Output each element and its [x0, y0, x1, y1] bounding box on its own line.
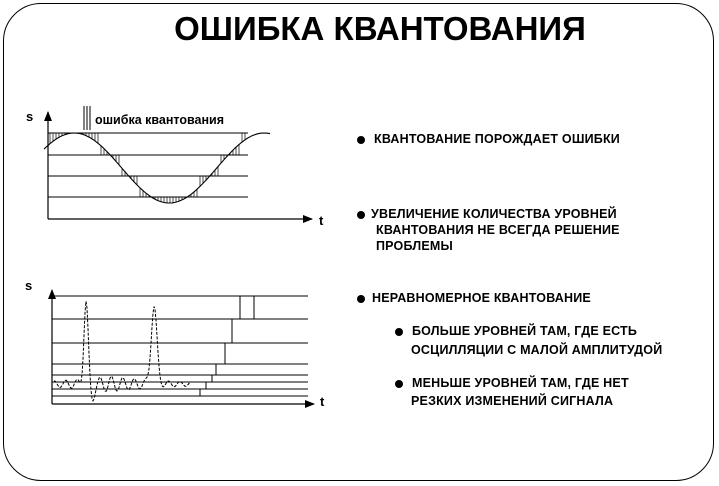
quantization-error-annotation: ошибка квантования — [95, 113, 225, 127]
bottom-nonuniform-chart — [25, 278, 325, 409]
bullet-dot — [357, 136, 365, 144]
bullet-dot — [357, 295, 365, 303]
bullet-text-1: КВАНТОВАНИЕ ПОРОЖДАЕТ ОШИБКИ — [374, 132, 620, 146]
top-quantization-error-hatching — [50, 133, 245, 203]
bullet-text-2-line-1: УВЕЛИЧЕНИЕ КОЛИЧЕСТВА УРОВНЕЙ — [371, 207, 617, 221]
bullet-text-2-line-3: ПРОБЛЕМЫ — [376, 239, 453, 253]
sub-bullet-text-1-line-2: ОСЦИЛЛЯЦИИ С МАЛОЙ АМПЛИТУДОЙ — [411, 343, 663, 357]
sub-bullet-text-2-line-1: МЕНЬШЕ УРОВНЕЙ ТАМ, ГДЕ НЕТ — [412, 376, 629, 390]
top-signal-curve — [44, 133, 270, 203]
bullet-dot — [357, 211, 365, 219]
bullet-text-2-line-2: КВАНТОВАНИЯ НЕ ВСЕГДА РЕШЕНИЕ — [376, 223, 620, 237]
bottom-y-axis-label: s — [25, 278, 33, 293]
bottom-x-axis-label: t — [320, 394, 325, 409]
top-quantization-chart — [26, 106, 324, 228]
bullet-text-3: НЕРАВНОМЕРНОЕ КВАНТОВАНИЕ — [372, 291, 591, 305]
bottom-quant-levels — [52, 296, 308, 396]
top-x-axis-label: t — [319, 213, 324, 228]
annotation-pointer-ticks — [84, 106, 90, 130]
sub-bullet-dot — [395, 380, 403, 388]
sub-bullet-dot — [395, 328, 403, 336]
slide-title: ОШИБКА КВАНТОВАНИЯ — [174, 10, 586, 47]
top-y-axis-label: s — [26, 109, 34, 124]
bottom-signal-curve — [54, 301, 190, 401]
sub-bullet-text-2-line-2: РЕЗКИХ ИЗМЕНЕНИЙ СИГНАЛА — [411, 394, 614, 408]
sub-bullet-text-1-line-1: БОЛЬШЕ УРОВНЕЙ ТАМ, ГДЕ ЕСТЬ — [412, 324, 638, 338]
